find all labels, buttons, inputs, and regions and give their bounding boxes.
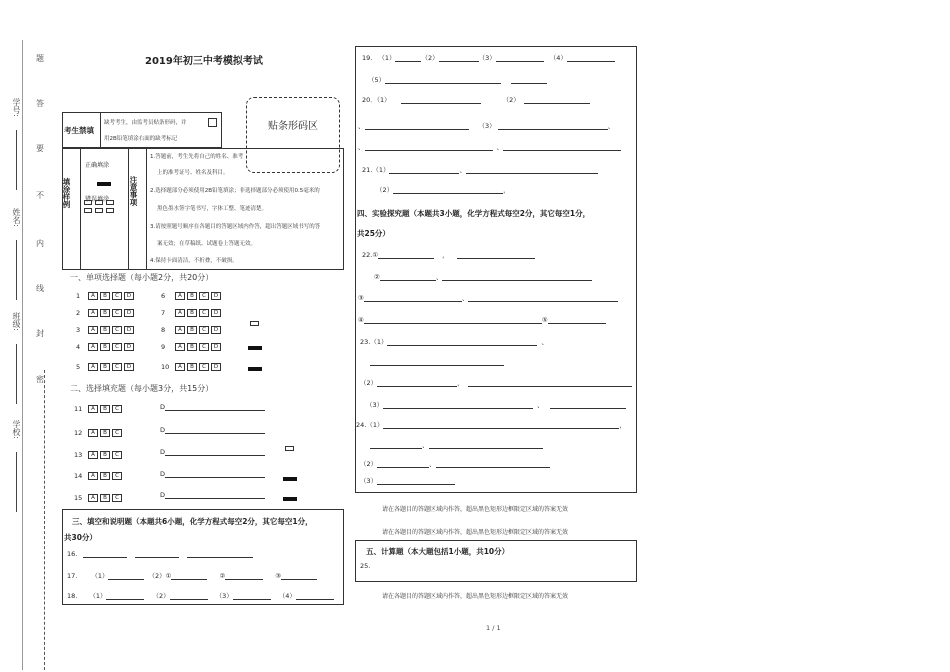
part-label: ③ [275, 572, 282, 580]
part-label: ② [219, 572, 226, 580]
q20-cont-row [358, 142, 621, 151]
notice-label: 注意事项 [129, 176, 138, 206]
answer-blank[interactable] [170, 591, 208, 600]
scan-mark-filled [283, 477, 297, 481]
option-c[interactable]: C [112, 309, 122, 317]
option-a[interactable]: A [88, 429, 98, 437]
q20-row [362, 95, 590, 104]
sample-divider-2 [128, 148, 129, 270]
section5-title: 五、计算题（本大题包括1小题，共10分） [366, 547, 510, 556]
d-label: D [160, 491, 166, 499]
q14-row [74, 472, 124, 480]
q20-3-row [358, 121, 614, 130]
q-num: 15 [74, 494, 83, 502]
region-note: 请在各题目的答题区域内作答，超出黑色矩形边框限定区域的答案无效 [382, 593, 569, 600]
wrong-fill-mark-5 [95, 208, 103, 213]
page-title: 2019年初三中考模拟考试 [145, 56, 263, 67]
part-label: （1） [91, 572, 109, 580]
q-num: 17. [67, 572, 78, 580]
answer-blank[interactable] [468, 293, 618, 302]
absent-note-1: 缺考考生，由监考员贴条形码，并 [104, 120, 187, 126]
sample-divider-1 [80, 148, 81, 270]
seal-char: 不 [36, 191, 44, 200]
section3-title: 三、填空和说明题（本题共6小题，化学方程式每空2分，其它每空1分， [72, 517, 313, 526]
q6-row [161, 292, 223, 300]
q22-4-row [358, 315, 606, 324]
answer-blank[interactable] [567, 53, 615, 62]
part-label: （2） [376, 186, 394, 194]
answer-blank[interactable] [281, 571, 317, 580]
answer-blank[interactable] [83, 549, 127, 558]
option-c[interactable]: C [112, 429, 122, 437]
option-a[interactable]: A [88, 343, 98, 351]
answer-blank[interactable] [108, 571, 144, 580]
separator: ， [442, 251, 449, 259]
q-num: 1 [76, 292, 81, 300]
seal-char: 内 [36, 239, 44, 248]
option-c[interactable]: C [112, 472, 122, 480]
answer-blank[interactable] [171, 571, 207, 580]
option-a[interactable]: A [175, 309, 185, 317]
option-a[interactable]: A [175, 292, 185, 300]
q13-d-answer[interactable] [160, 447, 265, 456]
part-label: ④ [358, 316, 364, 324]
answer-blank[interactable] [503, 142, 621, 151]
q11-d-answer[interactable] [160, 402, 265, 411]
section2-title: 二、选择填充题（每小题3分，共15分） [70, 384, 214, 393]
seal-char: 线 [36, 284, 44, 293]
separator: 、 [358, 122, 365, 130]
option-a[interactable]: A [88, 363, 98, 371]
q-num: 11 [74, 405, 83, 413]
answer-blank[interactable] [395, 53, 421, 62]
separator: 、 [537, 401, 544, 409]
part-label: （2） [360, 460, 378, 468]
answer-blank[interactable] [365, 121, 469, 130]
q-num: 6 [161, 292, 166, 300]
q23-2-row [360, 378, 632, 387]
q17-row [67, 571, 317, 580]
option-d[interactable]: D [211, 309, 221, 317]
part-label: （2） [152, 592, 170, 600]
q25-label: 25. [360, 562, 371, 570]
separator: 、 [461, 294, 469, 302]
separator: ， [619, 421, 626, 429]
name-label: 姓名: [12, 208, 21, 227]
answer-blank[interactable] [548, 315, 606, 324]
wrong-fill-mark-1 [84, 200, 92, 205]
q-num: 12 [74, 429, 83, 437]
option-d[interactable]: D [211, 326, 221, 334]
option-c[interactable]: C [112, 326, 122, 334]
scan-mark-empty [250, 321, 259, 326]
q24-3-row [360, 476, 455, 485]
answer-blank[interactable] [550, 400, 626, 409]
sample-divider-3 [146, 148, 147, 270]
name-line [16, 240, 17, 300]
q10-row [161, 363, 223, 371]
answer-blank[interactable] [106, 591, 144, 600]
option-b[interactable]: B [100, 472, 110, 480]
option-c[interactable]: C [112, 292, 122, 300]
section4-title-cont: 共25分） [357, 229, 390, 238]
answer-blank[interactable] [365, 142, 493, 151]
part-label: （3） [478, 54, 496, 62]
option-b[interactable]: B [187, 292, 197, 300]
barcode-label: 贴条形码区 [268, 121, 318, 132]
correct-fill-mark [97, 182, 111, 186]
scan-mark-filled [283, 497, 297, 501]
q-num: 22.① [362, 251, 379, 259]
q-num: 21.（1） [362, 166, 390, 174]
q-num: 4 [76, 343, 81, 351]
answer-blank[interactable] [225, 571, 263, 580]
answer-blank[interactable] [135, 549, 179, 558]
option-c[interactable]: C [199, 343, 209, 351]
option-c[interactable]: C [112, 494, 122, 502]
part-label: （2） [360, 379, 378, 387]
answer-blank[interactable] [457, 250, 535, 259]
q9-row [161, 343, 223, 351]
option-d[interactable]: D [124, 363, 134, 371]
option-b[interactable]: B [100, 405, 110, 413]
answer-blank[interactable] [439, 53, 479, 62]
part-label: （3） [360, 477, 378, 485]
q-num: 20．（1） [362, 96, 391, 104]
q-num: 9 [161, 343, 166, 351]
part-label: （2） [421, 54, 439, 62]
seal-char: 封 [36, 329, 44, 338]
answer-blank[interactable] [496, 53, 544, 62]
option-c[interactable]: C [112, 451, 122, 459]
option-a[interactable]: A [175, 326, 185, 334]
option-d[interactable]: D [124, 326, 134, 334]
q-num: 13 [74, 451, 83, 459]
q14-d-answer[interactable] [160, 469, 265, 478]
option-a[interactable]: A [88, 326, 98, 334]
q-num: 3 [76, 326, 81, 334]
absent-checkbox[interactable] [208, 118, 217, 127]
separator: 、 [435, 273, 443, 281]
option-a[interactable]: A [88, 309, 98, 317]
notice-line: 上的准考证号、姓名及科目。 [157, 170, 229, 176]
option-b[interactable]: B [100, 326, 110, 334]
q21-row [362, 165, 598, 174]
q24-2-row [360, 459, 550, 468]
answer-blank[interactable] [370, 440, 422, 449]
option-b[interactable]: B [187, 363, 197, 371]
part-label: （5） [368, 76, 386, 84]
wrong-fill-label: 错误填涂 [85, 196, 110, 203]
answer-blank[interactable] [377, 378, 457, 387]
separator: 、 [496, 143, 503, 151]
q24-row [356, 420, 626, 429]
part-label: （1） [378, 54, 396, 62]
option-a[interactable]: A [175, 343, 185, 351]
part-label: （3） [366, 401, 384, 409]
option-b[interactable]: B [187, 326, 197, 334]
option-a[interactable]: A [88, 405, 98, 413]
answer-blank[interactable] [364, 293, 462, 302]
option-c[interactable]: C [112, 363, 122, 371]
option-c[interactable]: C [199, 363, 209, 371]
q22-row [362, 250, 535, 259]
answer-blank[interactable] [389, 165, 459, 174]
student-id-line [16, 130, 17, 190]
answer-blank[interactable] [387, 337, 537, 346]
q-num: 19. [362, 54, 373, 62]
answer-blank[interactable] [436, 459, 550, 468]
q23-row [360, 337, 548, 346]
answer-blank[interactable] [377, 459, 429, 468]
answer-blank[interactable] [383, 400, 533, 409]
separator: 、 [541, 338, 548, 346]
answer-blank[interactable] [468, 378, 632, 387]
option-c[interactable]: C [112, 343, 122, 351]
q23-cont-row [370, 357, 504, 366]
option-a[interactable]: A [88, 292, 98, 300]
option-d[interactable]: D [124, 292, 134, 300]
answer-blank[interactable] [401, 95, 481, 104]
answer-blank[interactable] [429, 440, 543, 449]
q21-2-row [376, 185, 510, 194]
q4-row [76, 343, 136, 351]
scan-mark-empty [285, 446, 294, 451]
q19-row [362, 53, 615, 62]
section1-title: 一、单项选择题（每小题2分，共20分） [70, 273, 214, 282]
q-num: 24.（1） [356, 421, 384, 429]
binding-line-top [22, 40, 23, 670]
class-line [16, 344, 17, 404]
q12-d-answer[interactable] [160, 425, 265, 434]
d-label: D [160, 448, 166, 456]
wrong-fill-mark-4 [84, 208, 92, 213]
d-label: D [160, 403, 166, 411]
region-note: 请在各题目的答题区域内作答，超出黑色矩形边框限定区域的答案无效 [382, 506, 569, 513]
scan-mark-filled [248, 367, 262, 371]
section3-title-cont: 共30分） [64, 533, 97, 542]
wrong-fill-mark-6 [106, 208, 114, 213]
d-label: D [160, 426, 166, 434]
header-divider [100, 112, 101, 148]
separator: 、 [358, 143, 365, 151]
part-label: ⑤ [541, 316, 548, 324]
option-c[interactable]: C [199, 292, 209, 300]
separator: 、 [429, 460, 436, 468]
q5-row [76, 363, 136, 371]
part-label: （1） [89, 592, 107, 600]
q7-row [161, 309, 223, 317]
part-label: （4） [278, 592, 296, 600]
option-d[interactable]: D [211, 292, 221, 300]
option-a[interactable]: A [88, 472, 98, 480]
option-b[interactable]: B [100, 494, 110, 502]
binding-line [44, 370, 45, 670]
answer-blank[interactable] [511, 75, 547, 84]
exam-rules-label: 考生禁填 [64, 126, 94, 135]
wrong-fill-mark-2 [95, 200, 103, 205]
q22-3-row [358, 293, 618, 302]
separator: 、 [459, 166, 466, 174]
q18-row [67, 591, 334, 600]
q-num: 14 [74, 472, 83, 480]
separator: 、 [422, 441, 429, 449]
seal-char: 密 [36, 375, 44, 384]
q15-row [74, 494, 124, 502]
region-note: 请在各题目的答题区域内作答，超出黑色矩形边框限定区域的答案无效 [382, 529, 569, 536]
answer-blank[interactable] [385, 75, 501, 84]
separator: ， [457, 379, 464, 387]
answer-blank[interactable] [364, 315, 542, 324]
answer-blank[interactable] [370, 357, 504, 366]
q8-row [161, 326, 223, 334]
option-c[interactable]: C [112, 405, 122, 413]
answer-blank[interactable] [377, 476, 455, 485]
section4-title: 四、实验探究题（本题共3小题，化学方程式每空2分，其它每空1分， [357, 209, 591, 218]
seal-char: 答 [36, 99, 44, 108]
option-d[interactable]: D [211, 343, 221, 351]
option-b[interactable]: B [100, 363, 110, 371]
option-a[interactable]: A [88, 451, 98, 459]
part-label: （3） [478, 122, 496, 130]
correct-fill-label: 正确填涂 [85, 162, 110, 169]
part-label: （2） [502, 96, 520, 104]
q-num: 18. [67, 592, 78, 600]
answer-blank[interactable] [466, 165, 598, 174]
answer-blank[interactable] [380, 272, 436, 281]
q-num: 5 [76, 363, 81, 371]
option-b[interactable]: B [100, 343, 110, 351]
option-b[interactable]: B [100, 451, 110, 459]
option-d[interactable]: D [124, 309, 134, 317]
option-b[interactable]: B [187, 343, 197, 351]
student-id-label: 学号: [12, 98, 21, 117]
q-num: 8 [161, 326, 166, 334]
option-a[interactable]: A [175, 363, 185, 371]
answer-blank[interactable] [378, 250, 434, 259]
q22-2-row [374, 272, 592, 281]
option-d[interactable]: D [124, 343, 134, 351]
q-num: 23.（1） [360, 338, 388, 346]
q-num: 7 [161, 309, 166, 317]
answer-blank[interactable] [233, 591, 271, 600]
answer-blank[interactable] [187, 549, 253, 558]
q3-row [76, 326, 136, 334]
notice-line: 1.答题前，考生先将自己的姓名、准考 [150, 154, 244, 160]
answer-blank[interactable] [524, 95, 590, 104]
answer-blank[interactable] [383, 420, 619, 429]
fill-sample-label: 填涂样例 [62, 178, 71, 208]
q15-d-answer[interactable] [160, 490, 265, 499]
option-a[interactable]: A [88, 494, 98, 502]
notice-line: 4.保持卡面清洁，不折叠，不破损。 [150, 258, 238, 264]
q11-row [74, 405, 124, 413]
option-d[interactable]: D [211, 363, 221, 371]
q23-3-row [366, 400, 626, 409]
part-label: （4） [549, 54, 567, 62]
q-num: 2 [76, 309, 81, 317]
q12-row [74, 429, 124, 437]
seal-char: 题 [36, 54, 44, 63]
option-b[interactable]: B [100, 292, 110, 300]
notice-line: 3.请按照题号顺序在各题目的答题区域内作答，超出答题区域书写的答 [150, 224, 321, 230]
part-label: （2）① [148, 572, 172, 580]
part-label: ③ [358, 294, 364, 302]
q24-cont-row [370, 440, 543, 449]
d-label: D [160, 470, 166, 478]
answer-blank[interactable] [442, 272, 592, 281]
school-line [16, 452, 17, 512]
notice-line: 2.选择题部分必须使用2B铅笔填涂；非选择题部分必须使用0.5毫米的 [150, 188, 320, 194]
part-label: ② [374, 273, 380, 281]
q2-row [76, 309, 136, 317]
option-c[interactable]: C [199, 309, 209, 317]
school-label: 学校: [12, 420, 21, 439]
option-b[interactable]: B [187, 309, 197, 317]
option-b[interactable]: B [100, 309, 110, 317]
q1-row [76, 292, 136, 300]
q-num: 10 [161, 363, 170, 371]
q13-row [74, 451, 124, 459]
notice-line: 案无效；在草稿纸、试题卷上答题无效。 [157, 241, 257, 247]
notice-line: 黑色墨水签字笔书写，字体工整、笔迹清楚。 [157, 206, 268, 212]
separator: 、 [607, 122, 615, 130]
part-label: （3） [215, 592, 233, 600]
q16-row [67, 549, 253, 558]
absent-note-2: 用2B铅笔填涂右面的缺考标记 [104, 136, 178, 142]
page-number: 1 / 1 [486, 624, 501, 632]
class-label: 班级: [12, 312, 21, 331]
option-b[interactable]: B [100, 429, 110, 437]
seal-char: 要 [36, 144, 44, 153]
q-num: 16. [67, 550, 78, 558]
answer-blank[interactable] [498, 121, 608, 130]
option-c[interactable]: C [199, 326, 209, 334]
answer-blank[interactable] [296, 591, 334, 600]
answer-blank[interactable] [393, 185, 503, 194]
q19-5-row [368, 75, 547, 84]
separator: ， [503, 186, 510, 194]
scan-mark-filled [248, 346, 262, 350]
wrong-fill-mark-3 [106, 200, 114, 205]
